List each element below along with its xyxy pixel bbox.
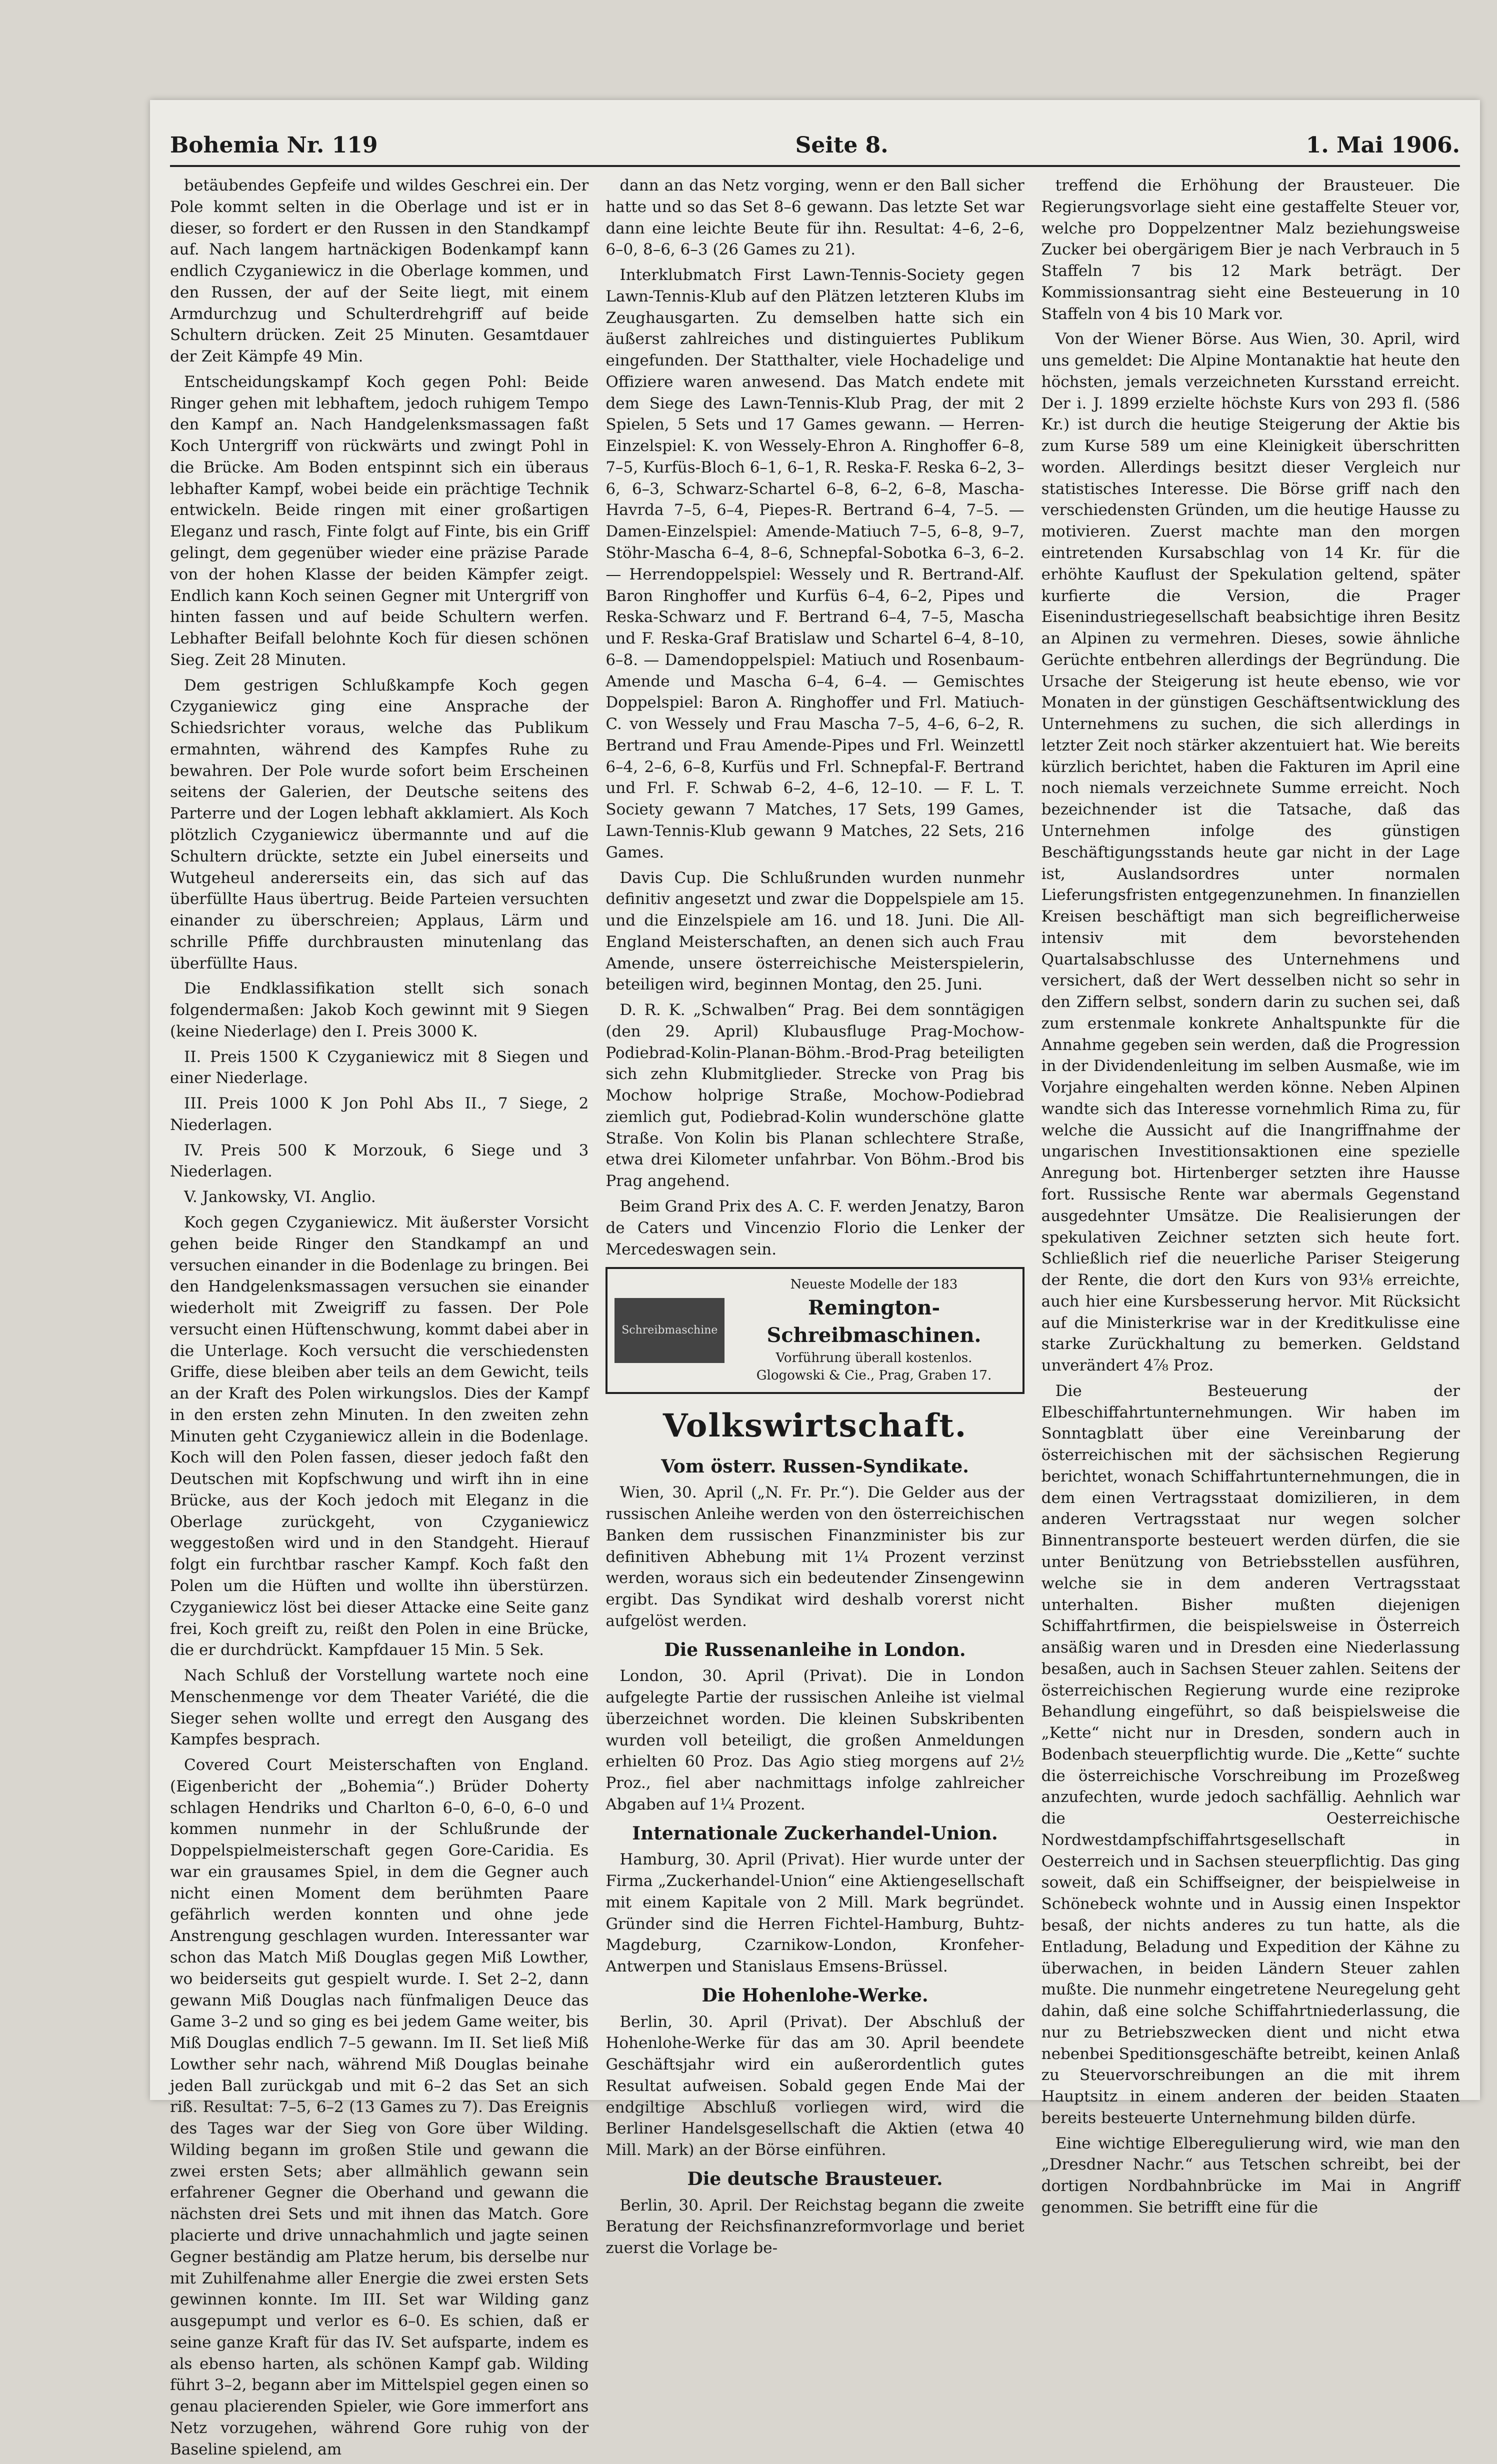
paragraph: treffend die Erhöhung der Brausteuer. Die Regierungsvorlage sieht eine gestaffelte Steuer vor, welche pro Doppelzentner Malz beziehungsweise Zucker bei obergärigem Bier je nach Verbrauch in 5 Staffeln 7 bis 12 Mark beträgt. Der Kommissionsantrag sieht eine Besteuerung in 10 Staffeln von 4 bis 10 Mark vor. [1041, 176, 1460, 323]
column-1 [170, 175, 588, 2464]
paragraph: dann an das Netz vorging, wenn er den Ball sicher hatte und so das Set 8–6 gewann. Das letzte Set war dann eine leichte Beute für ihn. Resultat: 4–6, 2–6, 6–0, 8–6, 6–3 (26 Games zu 21). [606, 176, 1024, 259]
ad-text [732, 1276, 1015, 1385]
article-heading: Internationale Zuckerhandel-Union. [632, 1822, 998, 1844]
ad-line-3: Glogowski & Cie., Prag, Graben 17. [756, 1368, 992, 1384]
article-heading: Die Russenanleihe in London. [664, 1639, 966, 1660]
paragraph: Die Endklassifikation stellt sich sonach folgendermaßen: Jakob Koch gewinnt mit 9 Siegen (keine Niederlage) den I. Preis 3000 K. [170, 980, 589, 1040]
paragraph: III. Preis 1000 K Jon Pohl Abs II., 7 Siege, 2 Niederlagen. [170, 1094, 589, 1134]
paragraph: Von der Wiener Börse. Aus Wien, 30. April, wird uns gemeldet: Die Alpine Montanaktie hat heute den höchsten, jemals verzeichneten Kursstand erreicht. Der i. J. 1899 erzielte höchste Kurs von 293 fl. (586 Kr.) ist durch die heutige Steigerung der Aktie bis zum Kurse 589 um eine Kleinigkeit überschritten worden. Allerdings besitzt dieser Vergleich nur statistisches Interesse. Die Börse griff nach den verschiedensten Gründen, um die heutige Hausse zu motivieren. Zuerst machte man den morgen eintretenden Kursabschlag von 14 Kr. für die erhöhte Kauflust der Spekulation geltend, später kurfierte die Version, die Prager Eisenindustriegesellschaft beabsichtige ihren Besitz an Alpinen zu vermehren. Dieses, sowie ähnliche Gerüchte entbehren allerdings der Begründung. Die Ursache der Steigerung ist heute ebenso, wie vor Monaten in der günstigen Geschäftsentwicklung des Unternehmens zu suchen, die sich allerdings in letzter Zeit noch stärker akzentuiert hat. Wie bereits kürzlich berichtet, haben die Fakturen im April eine noch niemals verzeichnete Summe erreicht. Noch bezeichnender ist die Tatsache, daß das Unternehmen infolge des günstigen Beschäftigungsstands heute gar nicht in der Lage ist, Auslandsordres unter normalen Lieferungsfristen entgegenzunehmen. In finanziellen Kreisen beschäftigt man sich begreiflicherweise intensiv mit dem bevorstehenden Quartalsabschlusse des Unternehmens und versichert, daß der Wert desselben nicht so sehr in den Ziffern selbst, sondern darin zu suchen sei, daß zum erstenmale konkrete Anhaltspunkte für die Annahme gegeben sein werden, daß die Progression in der Dividendenleitung im selben Ausmaße, wie im Vorjahre eingehalten werden könne. Neben Alpinen wandte sich das Interesse vornehmlich Rima zu, für welche die Aussicht auf die Inangriffnahme der ungarischen Investitionsaktionen eine spezielle Anregung bot. Hirtenberger setzten ihre Hausse fort. Russische Rente war abermals Gegenstand ausgedehnter Umsätze. Die Realisierungen der spekulativen Zeichner setzten sich heute fort. Schließlich rief die neuerliche Pariser Steigerung der Rente, die dort den Kurs von 93⅛ erreichte, auch hier eine Kursbesserung hervor. Mit Rücksicht auf die Ministerkrise war in der Kreditkulisse eine starke Zurückhaltung zu bemerken. Geldstand unverändert 4⅞ Proz. [1041, 330, 1460, 1375]
article-heading: Vom österr. Russen-Syndikate. [661, 1456, 969, 1477]
article-heading: Die deutsche Brausteuer. [687, 2168, 943, 2190]
article-columns [170, 175, 1460, 2458]
paragraph: Beim Grand Prix des A. C. F. werden Jenatzy, Baron de Caters und Vincenzio Florio die Lenker der Mercedeswagen sein. [606, 1197, 1024, 1258]
column-3 [1042, 175, 1460, 2464]
paragraph: Interklubmatch First Lawn-Tennis-Society gegen Lawn-Tennis-Klub auf den Plätzen letzteren Klubs im Zeughausgarten. Zu demselben hatte sich ein äußerst zahlreiches und distinguiertes Publikum eingefunden. Der Statthalter, viele Hochadelige und Offiziere waren anwesend. Das Match endete mit dem Siege des Lawn-Tennis-Klub Prag, der mit 2 Spielen, 5 Sets und 17 Games gewann. — Herren-Einzelspiel: K. von Wessely-Ehron A. Ringhoffer 6–8, 7–5, Kurfüs-Bloch 6–1, 6–1, R. Reska-F. Reska 6–2, 3–6, 6–3, Schwarz-Schartel 6–8, 6–2, 6–8, Mascha-Havrda 7–5, 6–4, Piepes-R. Bertrand 6–4, 7–5. — Damen-Einzelspiel: Amende-Matiuch 7–5, 6–8, 9–7, Stöhr-Mascha 6–4, 8–6, Schnepfal-Sobotka 6–3, 6–2. — Herrendoppelspiel: Wessely und R. Bertrand-Alf. Baron Ringhoffer und Kurfüs 6–4, 6–2, Pipes und Reska-Schwarz und F. Bertrand 6–4, 7–5, Mascha und F. Reska-Graf Bratislaw und Schartel 6–4, 8–10, 6–8. — Damendoppelspiel: Matiuch und Rosenbaum-Amende und Mascha 6–4, 6–4. — Gemischtes Doppelspiel: Baron A. Ringhoffer und Frl. Matiuch-C. von Wessely und Frau Mascha 7–5, 4–6, 6–2, R. Bertrand und Frau Amende-Pipes und Frl. Weinzettl 6–4, 2–6, 6–8, Kurfüs und Frl. Schnepfal-F. Bertrand und Frl. F. Schwab 6–2, 4–6, 12–10. — F. L. T. Society gewann 7 Matches, 17 Sets, 199 Games, Lawn-Tennis-Klub gewann 9 Matches, 22 Sets, 216 Games. [606, 266, 1024, 862]
paragraph: Wien, 30. April („N. Fr. Pr.“). Die Gelder aus der russischen Anleihe werden von den österreichischen Banken dem russischen Finanzminister bis zur definitiven Abhebung mit 1¼ Prozent verzinst werden, woraus sich ein bedeutender Zinsengewinn ergibt. Das Syndikat wird deshalb vorerst nicht aufgelöst werden. [606, 1484, 1024, 1630]
paragraph: betäubendes Gepfeife und wildes Geschrei ein. Der Pole kommt selten in die Oberlage und ist er in dieser, so fordert er den Russen in den Standkampf auf. Nach langem hartnäckigen Bodenkampf kann endlich Czyganiewicz in die Oberlage kommen, und den Russen, der auf der Seite liegt, mit einem Armdurchzug und Schulterdrehgriff auf beide Schultern drücken. Zeit 25 Minuten. Gesamtdauer der Zeit Kämpfe 49 Min. [170, 176, 589, 366]
paragraph: Eine wichtige Elberegulierung wird, wie man den „Dresdner Nachr.“ aus Tetschen schreibt, bei der dortigen Nordbahnbrücke im Mai in Angriff genommen. Sie betrifft eine für die [1041, 2134, 1460, 2216]
ad-line-2: Vorführung überall kostenlos. [776, 1350, 972, 1366]
paragraph: Covered Court Meisterschaften von England. (Eigenbericht der „Bohemia“.) Brüder Doherty schlagen Hendriks und Charlton 6–0, 6–0, 6–0 und kommen nunmehr in der Schlußrunde der Doppelspielmeisterschaft gegen Gore-Caridia. Es war ein grausames Spiel, in dem die Gegner auch nicht einen Moment dem berühmten Paare gefährlich werden konnten und ohne jede Anstrengung geschlagen wurden. Interessanter war schon das Match Miß Douglas gegen Miß Lowther, wo beiderseits gut gespielt wurde. I. Set 2–2, dann gewann Miß Douglas nach fünfmaligen Deuce das Game 3–2 und so ging es bei jedem Game weiter, bis Miß Douglas endlich 7–5 gewann. Im II. Set ließ Miß Lowther sehr nach, während Miß Douglas beinahe jeden Ball zurückgab und mit 6–2 das Set an sich riß. Resultat: 7–5, 6–2 (13 Games zu 7). Das Ereignis des Tages war der Sieg von Gore über Wilding. Wilding begann im großen Stile und gewann die zwei ersten Sets; aber allmählich gewann sein erfahrener Gegner die Oberhand und gewann die nächsten drei Sets und mit ihnen das Match. Gore placierte und drive unnachahmlich und jagte seinen Gegner beständig am Platze herum, bis derselbe nur mit Zuhilfenahme aller Energie die zwei ersten Sets gewinnen konnte. Im III. Set war Wilding ganz ausgepumpt und verlor es 6–0. Es schien, daß er seine ganze Kraft für das IV. Set aufsparte, indem es als ebenso harten, als schönen Kampf gab. Wilding führt 3–2, begann aber im Mittelspiel gegen einen so genau placierenden Spieler, wie Gore immerfort ans Netz vorzugehen, während Gore ruhig von der Baseline spielend, am [170, 1756, 589, 2458]
paragraph: Nach Schluß der Vorstellung wartete noch eine Menschenmenge vor dem Theater Variété, die die Sieger sehen wollte und erregt den Ausgang des Kampfes besprach. [170, 1666, 589, 1749]
paragraph: Berlin, 30. April (Privat). Der Abschluß der Hohenlohe-Werke für das am 30. April beendete Geschäftsjahr wird ein außerordentlich gutes Resultat aufweisen. Sobald gegen Ende Mai der endgiltige Abschluß vorliegen wird, wird die Berliner Handelsgesellschaft die Aktien (etwa 40 Mill. Mark) an der Börse einführen. [606, 2012, 1024, 2160]
ad-line-1: Neueste Modelle der 183 [790, 1277, 958, 1292]
column-2 [606, 175, 1024, 2464]
paragraph: Hamburg, 30. April (Privat). Hier wurde unter der Firma „Zuckerhandel-Union“ eine Aktiengesellschaft mit einem Kapitale von 2 Mill. Mark begründet. Gründer sind die Herren Fichtel-Hamburg, Buhtz-Magdeburg, Czarnikow-London, Kronfeher-Antwerpen und Stanislaus Emsens-Brüssel. [606, 1850, 1024, 1976]
paragraph: Dem gestrigen Schlußkampfe Koch gegen Czyganiewicz ging eine Ansprache der Schiedsrichter voraus, welche das Publikum ermahnten, während des Kampfes Ruhe zu bewahren. Der Pole wurde sofort beim Erscheinen seitens der Galerien, der Deutsche seitens des Parterre und der Logen lebhaft akklamiert. Als Koch plötzlich Czyganiewicz übermannte und auf die Schultern drückte, setzte ein Jubel einerseits und Wutgeheul andererseits ein, das sich auf das überfüllte Haus übertrug. Beide Parteien versuchten einander zu überschreien; Applaus, Lärm und schrille Pfiffe durchbrausten minutenlang das überfüllte Haus. [170, 676, 589, 972]
paragraph: London, 30. April (Privat). Die in London aufgelegte Partie der russischen Anleihe ist vielmal überzeichnet worden. Die kleinen Subskribenten wurden voll beteiligt, die großen Anmeldungen erhielten 60 Proz. Das Agio stieg morgens auf 2½ Proz., fiel aber nachmittags infolge zahlreicher Abgaben auf 1¼ Prozent. [606, 1667, 1024, 1814]
article-heading: Die Hohenlohe-Werke. [702, 1984, 928, 2006]
paragraph: V. Jankowsky, VI. Anglio. [184, 1188, 376, 1206]
paragraph: Entscheidungskampf Koch gegen Pohl: Beide Ringer gehen mit lebhaftem, jedoch ruhigem Tempo den Kampf an. Nach Handgelenksmassagen faßt Koch Untergriff von rückwärts und zwingt Pohl in die Brücke. Am Boden entspinnt sich ein überaus lebhafter Kampf, wobei beide ein prächtige Technik entwickeln. Beide ringen mit einer großartigen Eleganz und rasch, Finte folgt auf Finte, bis ein Griff gelingt, dem gegenüber wieder eine präzise Parade von der hohen Klasse der beiden Kämpfer zeigt. Endlich kann Koch seinen Gegner mit Untergriff von hinten fassen und auf beide Schultern werfen. Lebhafter Beifall belohnte Koch für diesen schönen Sieg. Zeit 28 Minuten. [170, 372, 589, 669]
paragraph: Davis Cup. Die Schlußrunden wurden nunmehr definitiv angesetzt und zwar die Doppelspiele am 15. und die Einzelspiele am 16. und 18. Juni. Die All-England Meisterschaften, an denen sich auch Frau Amende, unsere österreichische Meisterspielerin, beteiligen wird, beginnen Montag, den 25. Juni. [606, 868, 1024, 994]
paragraph: II. Preis 1500 K Czyganiewicz mit 8 Siegen und einer Niederlage. [170, 1048, 589, 1088]
section-title: Volkswirtschaft. [662, 1407, 968, 1445]
masthead-title: Bohemia Nr. 119 [170, 132, 378, 158]
ad-title: Remington-Schreibmaschinen. [766, 1296, 982, 1348]
typewriter-image-label: Schreibmaschine [622, 1324, 718, 1337]
paragraph: Koch gegen Czyganiewicz. Mit äußerster Vorsicht gehen beide Ringer den Standkampf an und versuchen einander in die Bodenlage zu bringen. Bei den Handgelenksmassagen versuchen sie einander wiederholt mit Zweigriff zu fassen. Der Pole versucht einen Hüftenschwung, kommt dabei aber in die Unterlage. Koch versucht die verschiedensten Griffe, diese bleiben aber teils an dem Gewicht, teils an der Kraft des Polen wirkungslos. Dies der Kampf in den ersten zehn Minuten. In den zweiten zehn Minuten geht Czyganiewicz allein in die Bodenlage. Koch will den Polen fassen, dieser jedoch faßt den Deutschen mit Kopfschwung und wirft ihn in eine Brücke, aus der Koch jedoch mit Eleganz in die Oberlage zurückgeht, von Czyganiewicz weggestoßen wird und in den Standgeht. Hierauf folgt ein furchtbar rascher Kampf. Koch faßt den Polen um die Hüften und wollte ihn überstürzen. Czyganiewicz löst bei dieser Attacke eine Seite ganz frei, Koch greift zu, reißt den Polen in eine Brücke, die er durchdrückt. Kampfdauer 15 Min. 5 Sek. [170, 1213, 589, 1660]
paragraph: Berlin, 30. April. Der Reichstag begann die zweite Beratung der Reichsfinanzreformvorlage und beriet zuerst die Vorlage be- [606, 2196, 1024, 2258]
issue-date: 1. Mai 1906. [1306, 132, 1460, 158]
paragraph: D. R. K. „Schwalben“ Prag. Bei dem sonntägigen (den 29. April) Klubausfluge Prag-Mochow-Podiebrad-Kolin-Planan-Böhm.-Brod-Prag beteiligten sich zehn Klubmitglieder. Strecke von Prag bis Mochow holprige Straße, Mochow-Podiebrad ziemlich gut, Podiebrad-Kolin wunderschöne glatte Straße. Von Kolin bis Planan schlechtere Straße, etwa drei Kilometer unfahrbar. Von Böhm.-Brod bis Prag angehend. [606, 1001, 1024, 1190]
remington-advertisement [606, 1267, 1024, 1394]
paragraph: Die Besteuerung der Elbeschiffahrtunternehmungen. Wir haben im Sonntagblatt über eine Vereinbarung der österreichischen mit der sächsischen Regierung berichtet, wonach Schiffahrtunternehmungen, die in dem einen Vertragsstaat domizilieren, in dem anderen Vertragsstaat nur wegen solcher Binnentransporte besteuert werden dürfen, die sie unter Benützung von Betriebsstellen ausführen, welche sie in dem anderen Vertragsstaat unterhalten. Bisher mußten diejenigen Schiffahrtfirmen, die beispielsweise in Österreich ansäßig waren und in Dresden eine Niederlassung besaßen, auch in Sachsen Steuer zahlen. Seitens der österreichischen Regierung wurde eine reziproke Behandlung eingeführt, so daß beispielsweise die „Kette“ nicht nur in Dresden, sondern auch in Bodenbach steuerpflichtig wurde. Die „Kette“ suchte die österreichische Vorschreibung im Prozeßweg anzufechten, wurde jedoch sachfällig. Aehnlich war die Oesterreichische Nordwestdampfschiffahrtsgesellschaft in Oesterreich und in Sachsen steuerpflichtig. Das ging soweit, daß ein Schiffseigner, der beispielweise in Schönebeck wohnte und in Aussig einen Inspektor besaß, der nichts anderes zu tun hatte, als die Entladung, Beladung und Expedition der Kähne zu überwachen, in beiden Ländern Steuer zahlen mußte. Die nunmehr eingetretene Neuregelung geht dahin, daß eine solche Schiffahrtniederlassung, die nur zu Betriebszwecken dient und nicht etwa nebenbei Speditionsgeschäfte betreibt, keinen Anlaß zu Steuervorschreibungen an die mit ihrem Hauptsitz in einem anderen der beiden Staaten bereits besteuerte Unternehmung bilden dürfe. [1041, 1382, 1460, 2127]
page-number: Seite 8. [795, 132, 888, 158]
paragraph: IV. Preis 500 K Morzouk, 6 Siege und 3 Niederlagen. [170, 1141, 589, 1181]
masthead [170, 125, 1460, 167]
newspaper-page [150, 100, 1480, 2458]
typewriter-image [614, 1298, 724, 1363]
